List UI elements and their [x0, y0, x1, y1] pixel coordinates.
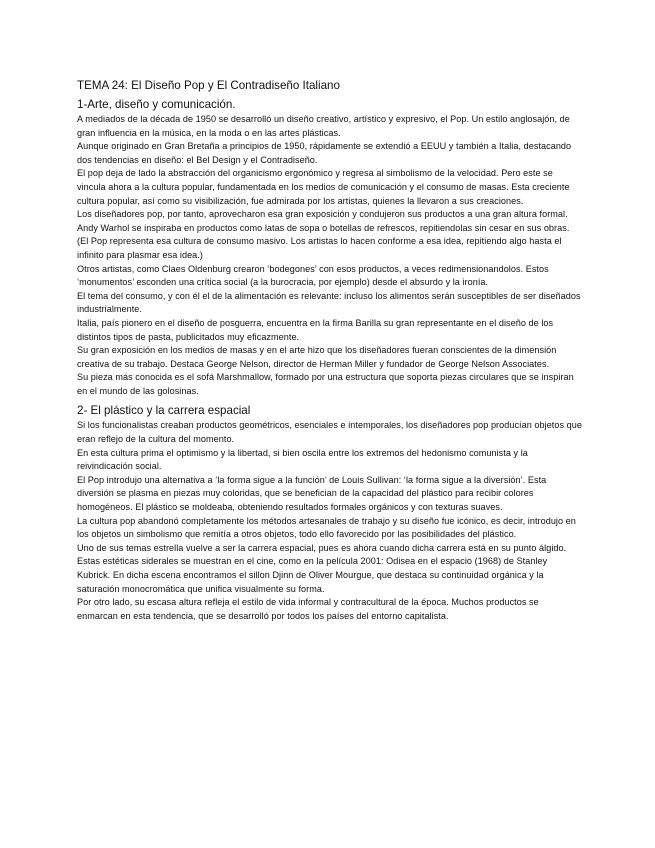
paragraph: Otros artistas, como Claes Oldenburg crearon ‘bodegones’ con esos productos, a veces redimensionandolos. Estos ‘monumentos’ esconden una crítica social (a la burocracia, por ejemplo) desde el absurdo y la ironía. — [77, 263, 549, 288]
document-title: TEMA 24: El Diseño Pop y El Contradiseño Italiano — [77, 79, 340, 92]
paragraph: Su pieza más conocida es el sofá Marshmallow, formado por una estructura que soporta piezas circulares que se inspiran en el mundo de las golosinas. — [77, 372, 574, 396]
paragraph: (El Pop representa esa cultura de consumo masivo. Los artistas lo hacen conforme a esa idea, repitiendo algo hasta el infinito para plasmar esa idea.) — [77, 236, 562, 260]
paragraph: La cultura pop abandonó completamente los métodos artesanales de trabajo y su diseño fue icónico, es decir, introdujo en los objetos un simbolismo que remitía a otros objetos, todo ello favorecido por las posibilidades del plástico. — [77, 515, 576, 540]
paragraph: Aunque originado en Gran Bretaña a principios de 1950, rápidamente se extendió a EEUU y también a Italia, destacando dos tendencias en diseño: el Bel Design y el Contradiseño. — [77, 141, 572, 165]
paragraph: El tema del consumo, y con él el de la alimentación es relevante: incluso los alimentos serán susceptibles de ser diseñados industrialmente. — [77, 290, 581, 315]
section-arte-diseno-comunicacion — [77, 97, 582, 398]
section-plastico-carrera-espacial — [77, 403, 582, 623]
paragraph: Los diseñadores pop, por tanto, aprovecharon esa gran exposición y condujeron sus productos a una gran altura formal. — [77, 209, 568, 220]
paragraph: En esta cultura prima el optimismo y la libertad, si bien oscila entre los extremos del hedonismo comunista y la reivindicación social. — [77, 447, 528, 472]
section-heading: 2- El plástico y la carrera espacial — [77, 404, 251, 418]
paragraph: Uno de sus temas estrella vuelve a ser la carrera espacial, pues es ahora cuando dicha carrera está en su punto álgido. — [77, 542, 567, 553]
paragraph: Por otro lado, su escasa altura refleja el estilo de vida informal y contracultural de la época. Muchos productos se enmarcan en esta tendencia, que se desarrolló por todos los países del entorno capitalista. — [77, 597, 539, 621]
section-heading: 1-Arte, diseño y comunicación. — [77, 98, 236, 111]
paragraph: El pop deja de lado la abstracción del organicismo ergonómico y regresa al simbolismo de la velocidad. Pero este se vincula ahora a la cultura popular, fundamentada en los medios de comunicación y el consumo de masas. Esta creciente cultura popular, así como su visibilización, fue admirada por los artistas, quienes la llevaron a sus creaciones. — [77, 168, 570, 206]
document-page — [77, 78, 582, 623]
paragraph: Su gran exposición en los medios de masas y en el arte hizo que los diseñadores fueran conscientes de la dimensión creativa de su trabajo. Destaca George Nelson, director de Herman Miller y fundador de George Nelson Associates. — [77, 345, 557, 369]
paragraph: El Pop introdujo una alternativa a ‘la forma sigue a la función’ de Louis Sullivan: ‘la forma sigue a la diversión’. Esta diversión se plasma en piezas muy coloridas, que se benefician de la capacidad del plástico para recibir colores homogéneos. El plástico se moldeaba, obteniendo resultados formales orgánicos y con texturas suaves. — [77, 474, 547, 513]
paragraph: Italia, país pionero en el diseño de posguerra, encuentra en la firma Barilla su gran representante en el diseño de los distintos tipos de pasta, publicitados muy eficazmente. — [77, 317, 554, 342]
paragraph: Andy Warhol se inspiraba en productos como latas de sopa o botellas de refrescos, repitiendolas sin cesar en sus obras. — [77, 222, 570, 233]
paragraph: Si los funcionalistas creaban productos geométricos, esenciales e intemporales, los diseñadores pop producían objetos que eran reflejo de la cultura del momento. — [77, 420, 582, 445]
paragraph: Estas estéticas siderales se muestran en el cine, como en la película 2001: Odisea en el espacio (1968) de Stanley Kubrick. En dicha escena encontramos el sillon Djinn de Oliver Mourgue, que destaca su continuidad orgánica y la saturación monocromática que unifica visualmente su forma. — [77, 556, 548, 594]
paragraph: A mediados de la década de 1950 se desarrolló un diseño creativo, artístico y expresivo, el Pop. Un estilo anglosajón, de gran influencia en la música, en la moda o en las artes plásticas. — [77, 114, 570, 138]
